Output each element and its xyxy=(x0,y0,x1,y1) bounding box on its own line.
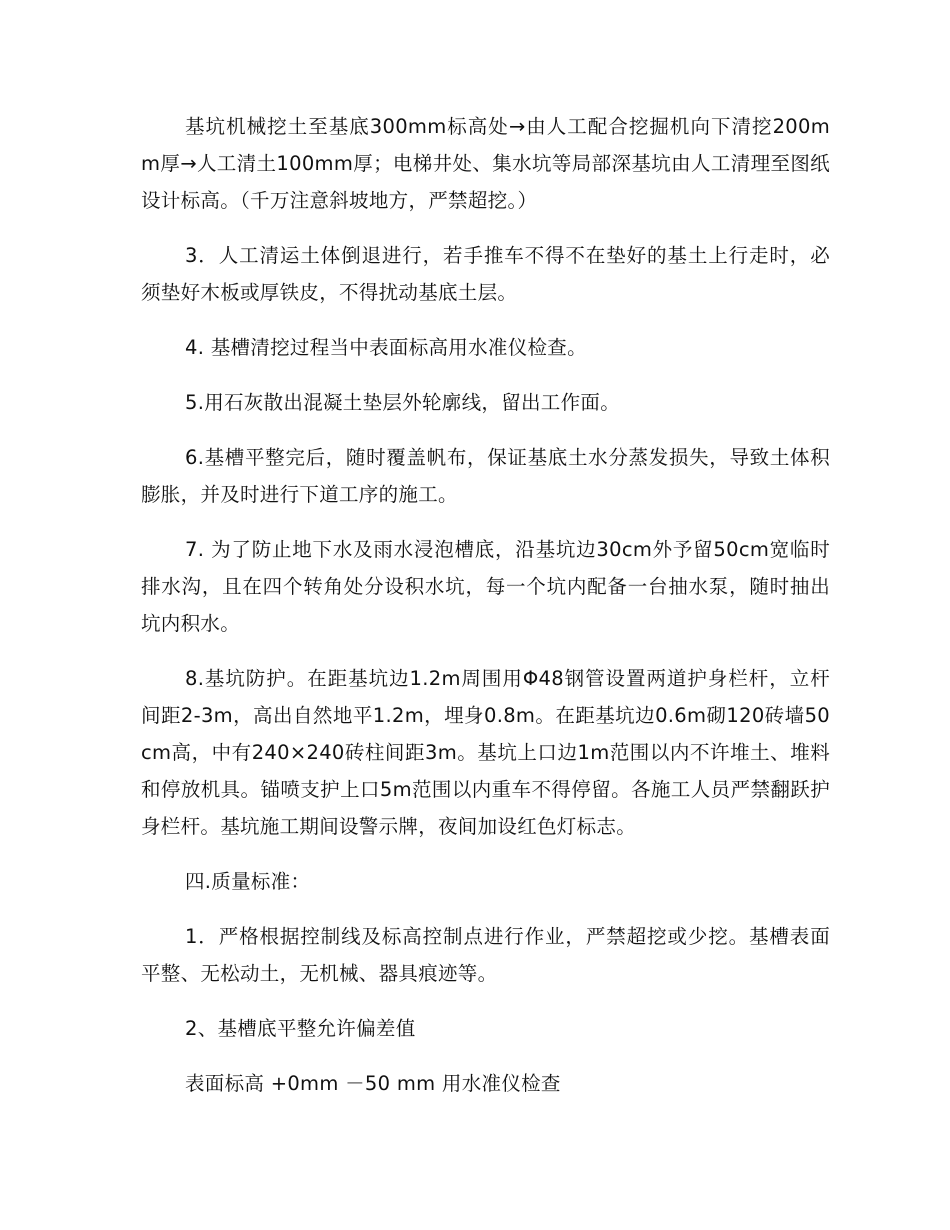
paragraph-quality-2: 2、基槽底平整允许偏差值 xyxy=(185,1017,416,1040)
paragraph-tolerance: 表面标高 +0mm －50 mm 用水准仪检查 xyxy=(185,1072,561,1095)
paragraph-excavation-sequence: 基坑机械挖土至基底300mm标高处→由人工配合挖掘机向下清挖200mm厚→人工清土100mm厚；电梯井处、集水坑等局部深基坑由人工清理至图纸设计标高。（千万注意斜坡地方，严禁超挖。） xyxy=(141,115,830,212)
paragraph-item-3: 3．人工清运土体倒退进行，若手推车不得不在垫好的基土上行走时，必须垫好木板或厚铁皮，不得扰动基底土层。 xyxy=(141,244,830,304)
paragraph-item-6: 6.基槽平整完后，随时覆盖帆布，保证基底土水分蒸发损失，导致土体积膨胀，并及时进行下道工序的施工。 xyxy=(141,446,830,506)
paragraph-item-7: 7. 为了防止地下水及雨水浸泡槽底，沿基坑边30cm外予留50cm宽临时排水沟，且在四个转角处分设积水坑，每一个坑内配备一台抽水泵，随时抽出坑内积水。 xyxy=(141,538,830,635)
paragraph-item-8: 8.基坑防护。在距基坑边1.2m周围用Φ48钢管设置两道护身栏杆，立杆间距2-3m，高出自然地平1.2m，埋身0.8m。在距基坑边0.6m砌120砖墙50cm高，中有240×240砖柱间距3m。基坑上口边1m范围以内不许堆土、堆料和停放机具。锚喷支护上口5m范围以内重车不得停留。各施工人员严禁翻跃护身栏杆。基坑施工期间设警示牌，夜间加设红色灯标志。 xyxy=(141,667,830,838)
paragraph-quality-1: 1．严格根据控制线及标高控制点进行作业，严禁超挖或少挖。基槽表面平整、无松动土，无机械、器具痕迹等。 xyxy=(141,925,830,985)
section-heading-quality-standard: 四.质量标准： xyxy=(185,870,311,893)
paragraph-item-4: 4. 基槽清挖过程当中表面标高用水准仪检查。 xyxy=(185,336,587,359)
paragraph-item-5: 5.用石灰散出混凝土垫层外轮廓线，留出工作面。 xyxy=(185,391,621,414)
